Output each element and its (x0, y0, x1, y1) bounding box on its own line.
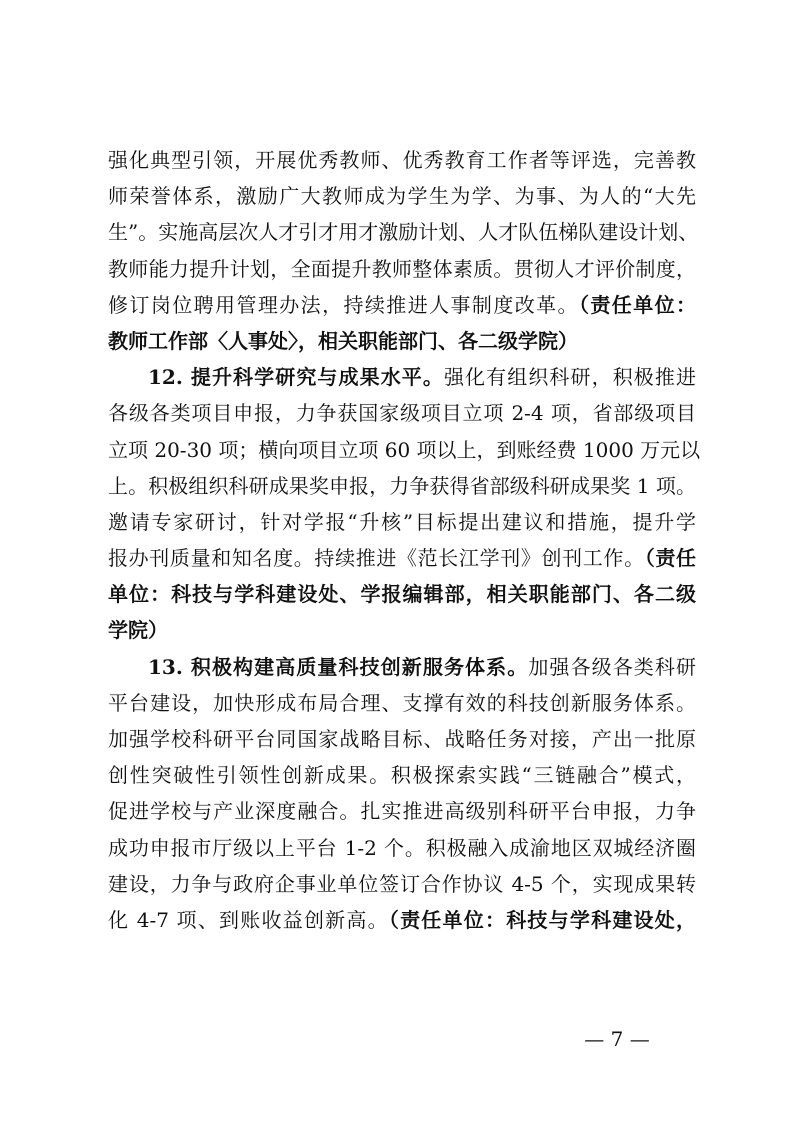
text-line (108, 504, 696, 540)
page-number: — 7 — (584, 1027, 650, 1051)
text-line (108, 287, 696, 323)
bold-text-segment: 单位：科技与学科建设处、学报编辑部，相关职能部门、各二级 (108, 582, 696, 607)
text-segment: 加强各级各类科研 (528, 654, 696, 679)
text-line (108, 432, 701, 468)
text-line (108, 395, 696, 431)
text-line (108, 576, 696, 612)
bold-text-segment: 12. 提升科学研究与成果水平。 (148, 365, 444, 390)
bold-text-segment: （责任单位： (578, 292, 697, 317)
text-segment: 教师能力提升计划，全面提升教师整体素质。贯彻人才评价制度， (108, 256, 696, 281)
bold-text-segment: 学院） (108, 618, 168, 643)
text-segment: 强化典型引领，开展优秀教师、优秀教育工作者等评选，完善教 (108, 148, 696, 172)
text-line (108, 359, 696, 395)
text-segment: 邀请专家研讨，针对学报“升核”目标提出建议和措施，提升学 (108, 509, 696, 534)
text-segment: 创性突破性引领性创新成果。积极探索实践“三链融合”模式， (108, 763, 696, 788)
text-segment: 化 4-7 项、到账收益创新高。 (108, 907, 389, 932)
text-line (108, 323, 696, 359)
bold-text-segment: （责任单位：科技与学科建设处， (388, 907, 697, 932)
bold-text-segment: （责任 (644, 546, 697, 571)
text-line (108, 902, 696, 938)
text-line (108, 866, 696, 902)
document-body (108, 142, 701, 938)
text-line (108, 721, 696, 757)
text-line (108, 685, 696, 721)
text-line (108, 214, 699, 250)
text-line (108, 540, 696, 576)
text-segment: 上。积极组织科研成果奖申报，力争获得省部级科研成果奖 1 项。 (108, 473, 696, 498)
text-line (108, 757, 696, 793)
text-line (108, 251, 696, 287)
text-line (108, 612, 696, 648)
bold-text-segment: 教师工作部〈人事处〉，相关职能部门、各二级学院） (108, 328, 578, 353)
text-segment: 促进学校与产业深度融合。扎实推进高级别科研平台申报，力争 (108, 799, 696, 824)
text-segment: 生”。实施高层次人才引才用才激励计划、人才队伍梯队建设计划、 (108, 220, 699, 245)
text-line (108, 142, 696, 178)
page-footer (0, 1024, 792, 1054)
text-segment: 平台建设，加快形成布局合理、支撑有效的科技创新服务体系。 (108, 690, 696, 715)
text-segment: 建设，力争与政府企事业单位签订合作协议 4-5 个，实现成果转 (108, 871, 696, 896)
text-line (108, 468, 696, 504)
text-line (108, 793, 696, 829)
text-line (108, 178, 696, 214)
text-segment: 成功申报市厅级以上平台 1-2 个。积极融入成渝地区双城经济圈 (108, 835, 696, 860)
text-segment: 立项 20-30 项；横向项目立项 60 项以上，到账经费 1000 万元以 (108, 437, 701, 462)
text-segment: 报办刊质量和知名度。持续推进《范长江学刊》创刊工作。 (108, 546, 645, 571)
text-segment: 各级各类项目申报，力争获国家级项目立项 2-4 项，省部级项目 (108, 401, 696, 426)
text-line (108, 649, 696, 685)
bold-text-segment: 13. 积极构建高质量科技创新服务体系。 (148, 654, 529, 679)
text-segment: 强化有组织科研，积极推进 (443, 365, 696, 390)
text-segment: 修订岗位聘用管理办法，持续推进人事制度改革。 (108, 292, 579, 317)
text-line (108, 830, 696, 866)
text-segment: 师荣誉体系，激励广大教师成为学生为学、为事、为人的“大先 (108, 184, 696, 209)
text-segment: 加强学校科研平台同国家战略目标、战略任务对接，产出一批原 (108, 727, 696, 751)
